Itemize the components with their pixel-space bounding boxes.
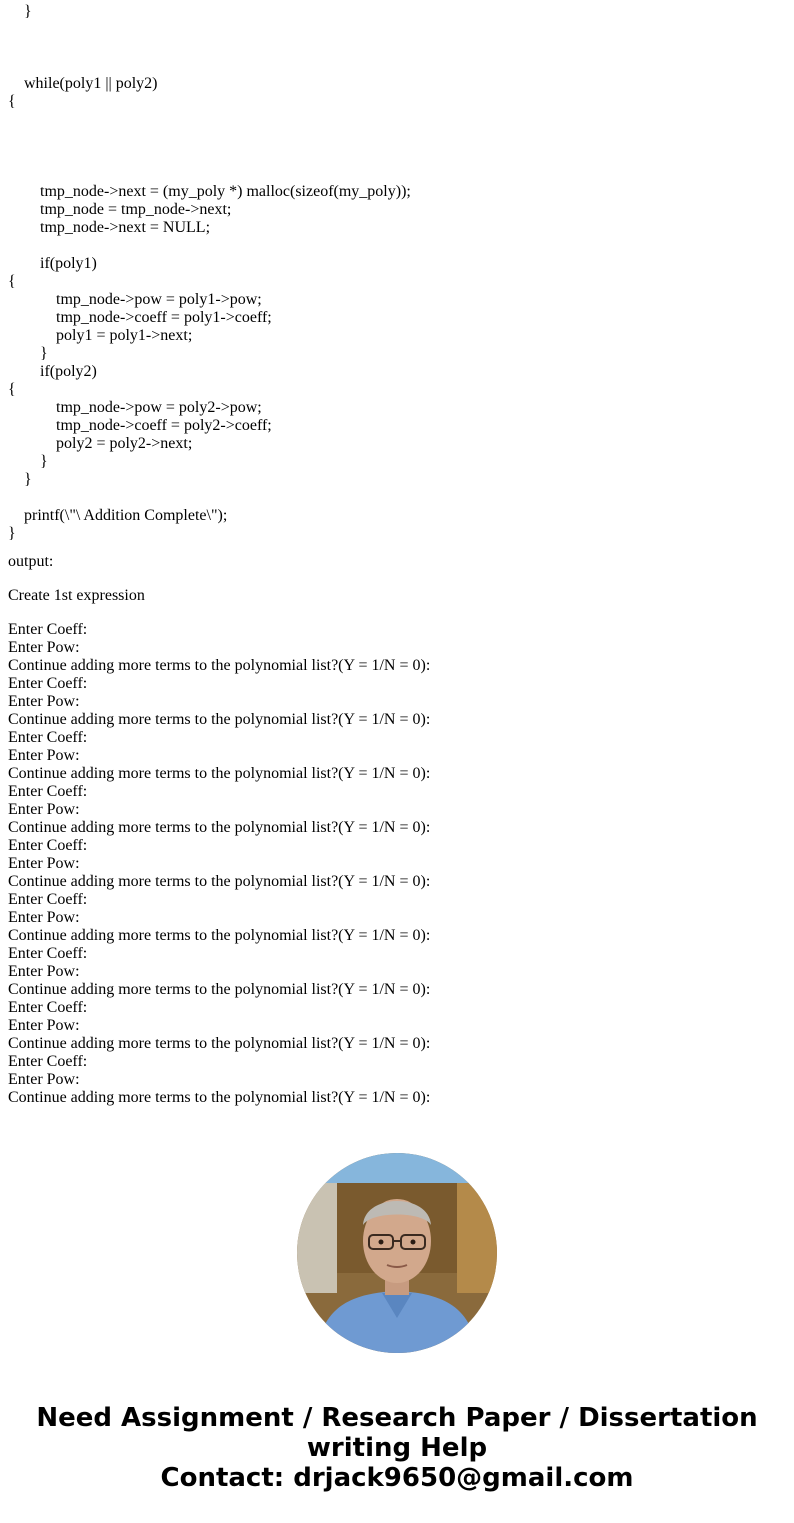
code-line: } xyxy=(8,3,32,20)
code-line: } xyxy=(8,345,48,362)
code-line: poly2 = poly2->next; xyxy=(8,435,193,452)
output-subheading: Create 1st expression xyxy=(8,587,145,604)
output-line: Continue adding more terms to the polynomial list?(Y = 1/N = 0): xyxy=(8,1089,431,1106)
output-line: Enter Pow: xyxy=(8,963,80,980)
code-line: tmp_node->coeff = poly2->coeff; xyxy=(8,417,272,434)
author-photo xyxy=(297,1153,497,1353)
output-line: Enter Coeff: xyxy=(8,837,88,854)
promo-line-1: Need Assignment / Research Paper / Dissertation xyxy=(36,1403,758,1433)
output-line: Enter Pow: xyxy=(8,1017,80,1034)
output-line: Continue adding more terms to the polynomial list?(Y = 1/N = 0): xyxy=(8,819,431,836)
code-line: if(poly1) xyxy=(8,255,97,272)
output-line: Enter Coeff: xyxy=(8,729,88,746)
output-line: Enter Coeff: xyxy=(8,999,88,1016)
code-line: } xyxy=(8,471,32,488)
code-line: tmp_node->next = NULL; xyxy=(8,219,211,236)
code-line: { xyxy=(8,381,16,398)
output-line: Enter Coeff: xyxy=(8,675,88,692)
promo-contact: Contact: drjack9650@gmail.com xyxy=(160,1463,634,1493)
code-line: { xyxy=(8,273,16,290)
code-line: tmp_node = tmp_node->next; xyxy=(8,201,232,218)
output-line: Enter Coeff: xyxy=(8,783,88,800)
code-line: tmp_node->coeff = poly1->coeff; xyxy=(8,309,272,326)
promo-banner xyxy=(0,1403,794,1493)
output-line: Enter Pow: xyxy=(8,639,80,656)
output-heading: output: xyxy=(8,553,54,570)
output-line: Enter Pow: xyxy=(8,801,80,818)
code-line: { xyxy=(8,93,16,110)
output-line: Continue adding more terms to the polynomial list?(Y = 1/N = 0): xyxy=(8,711,431,728)
output-line: Continue adding more terms to the polynomial list?(Y = 1/N = 0): xyxy=(8,981,431,998)
output-line: Enter Coeff: xyxy=(8,891,88,908)
output-line: Enter Pow: xyxy=(8,693,80,710)
output-line: Continue adding more terms to the polynomial list?(Y = 1/N = 0): xyxy=(8,765,431,782)
output-line: Continue adding more terms to the polynomial list?(Y = 1/N = 0): xyxy=(8,657,431,674)
output-line: Enter Coeff: xyxy=(8,945,88,962)
code-line: if(poly2) xyxy=(8,363,97,380)
output-line: Enter Coeff: xyxy=(8,621,88,638)
code-line: tmp_node->pow = poly2->pow; xyxy=(8,399,262,416)
code-line: } xyxy=(8,525,16,542)
code-line: tmp_node->next = (my_poly *) malloc(sizeof(my_poly)); xyxy=(8,183,411,200)
output-line: Continue adding more terms to the polynomial list?(Y = 1/N = 0): xyxy=(8,927,431,944)
output-line: Enter Pow: xyxy=(8,747,80,764)
code-line: tmp_node->pow = poly1->pow; xyxy=(8,291,262,308)
output-line: Continue adding more terms to the polynomial list?(Y = 1/N = 0): xyxy=(8,873,431,890)
code-line: poly1 = poly1->next; xyxy=(8,327,193,344)
output-line: Enter Pow: xyxy=(8,909,80,926)
output-line: Enter Coeff: xyxy=(8,1053,88,1070)
output-line: Continue adding more terms to the polynomial list?(Y = 1/N = 0): xyxy=(8,1035,431,1052)
output-line: Enter Pow: xyxy=(8,855,80,872)
author-avatar xyxy=(297,1153,497,1353)
code-line: printf(\"\ Addition Complete\"); xyxy=(8,507,228,524)
code-line: } xyxy=(8,453,48,470)
output-line: Enter Pow: xyxy=(8,1071,80,1088)
promo-line-2: writing Help xyxy=(306,1433,488,1463)
code-line: while(poly1 || poly2) xyxy=(8,75,158,92)
